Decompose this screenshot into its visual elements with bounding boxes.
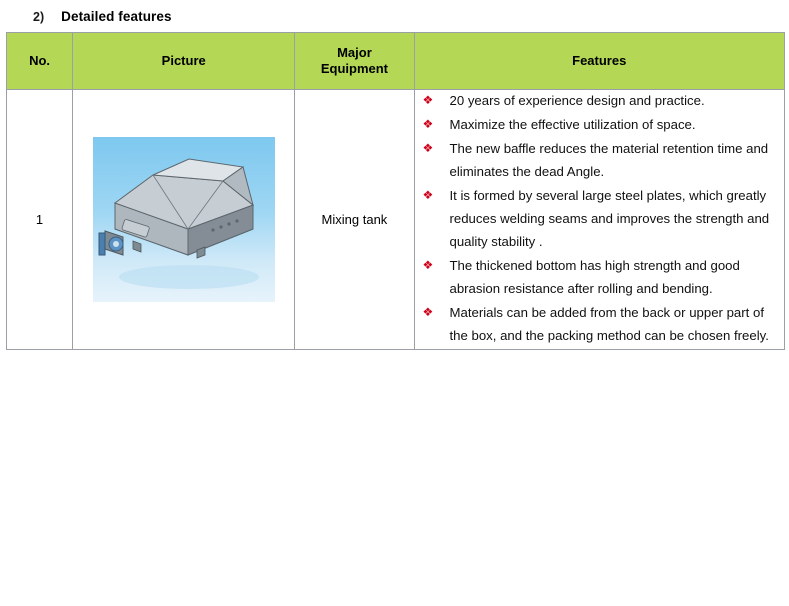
diamond-bullet-icon: ❖ — [422, 257, 434, 272]
list-item — [415, 114, 785, 137]
table-body — [7, 90, 785, 350]
column-header-picture: Picture — [73, 33, 295, 90]
table-header — [7, 33, 785, 90]
diamond-bullet-icon: ❖ — [422, 93, 434, 107]
list-item-text: 20 years of experience design and practice. — [449, 93, 705, 108]
row-features-cell — [414, 90, 785, 350]
features-table — [6, 32, 785, 350]
mixing-tank-image — [93, 137, 275, 302]
column-header-major-equipment-line2: Equipment — [320, 61, 389, 76]
row-picture-cell — [73, 90, 295, 350]
list-item — [415, 255, 785, 301]
column-header-major-equipment-line1: Major — [337, 44, 372, 60]
list-item — [415, 185, 785, 254]
list-item-text: It is formed by several large steel plates, which greatly reduces welding seams and improves the strength and quality stability . — [449, 187, 770, 249]
list-item — [415, 90, 785, 113]
diamond-bullet-icon: ❖ — [422, 116, 434, 131]
column-header-no: No. — [7, 33, 73, 90]
table-row — [7, 90, 785, 350]
page-title: Detailed features — [61, 9, 172, 24]
diamond-bullet-icon: ❖ — [422, 140, 434, 155]
section-heading — [0, 0, 789, 32]
features-list — [415, 90, 785, 348]
list-item — [415, 302, 785, 348]
column-header-features: Features — [414, 33, 785, 90]
list-item-text: The thickened bottom has high strength and good abrasion resistance after rolling and bending. — [449, 257, 740, 296]
mixing-tank-drawing — [93, 137, 275, 302]
row-equipment: Mixing tank — [295, 90, 414, 350]
table-header-row — [7, 33, 785, 90]
list-item — [415, 138, 785, 184]
list-item-text: Maximize the effective utilization of space. — [449, 116, 696, 132]
diamond-bullet-icon: ❖ — [422, 304, 434, 319]
column-header-major-equipment — [295, 33, 414, 90]
heading-number: 2) — [33, 10, 45, 24]
diamond-bullet-icon: ❖ — [422, 187, 434, 202]
row-number: 1 — [7, 90, 73, 350]
list-item-text: The new baffle reduces the material retention time and eliminates the dead Angle. — [449, 140, 769, 179]
list-item-text: Materials can be added from the back or upper part of the box, and the packing method can be chosen freely. — [449, 304, 769, 343]
